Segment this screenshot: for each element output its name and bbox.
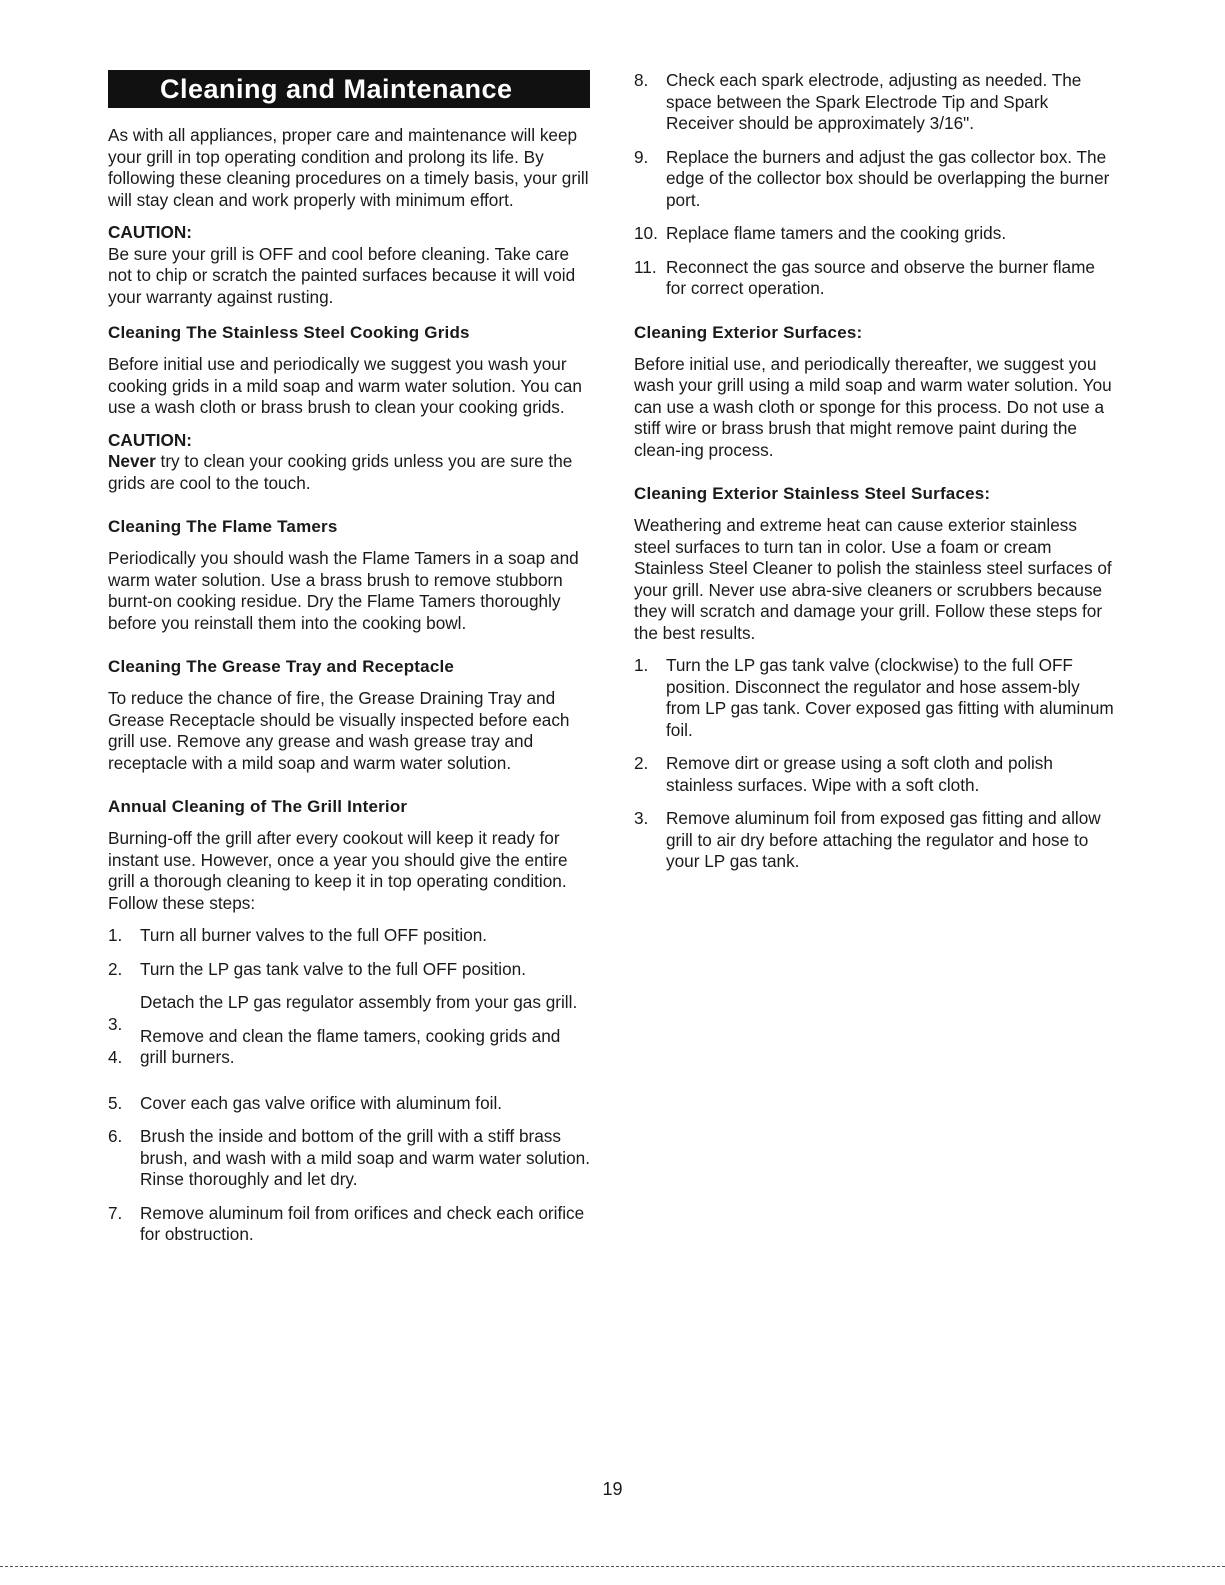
list-item	[108, 1203, 590, 1246]
step-text: Remove and clean the flame tamers, cooking grids and grill burners.	[140, 1025, 561, 1067]
step-text: Remove aluminum foil from orifices and check each orifice for obstruction.	[140, 1202, 585, 1244]
annual-steps-list	[108, 925, 590, 1246]
right-column	[634, 70, 1114, 885]
bottom-divider	[0, 1566, 1225, 1567]
step-text: Check each spark electrode, adjusting as needed. The space between the Spark Electrode Tip and Spark Receiver should be approximately 3/16".	[666, 70, 1082, 133]
annual-steps-list-continued	[634, 70, 1114, 300]
tamers-paragraph: Periodically you should wash the Flame Tamers in a soap and warm water solution. Use a brass brush to remove stubborn burnt-on cooking residue. Dry the Flame Tamers thoroughly before you reinstall them into the cooking bowl.	[108, 548, 579, 633]
grease-paragraph: To reduce the chance of fire, the Grease Draining Tray and Grease Receptacle should be visually inspected before each grill use. Remove any grease and wash grease tray and receptacle with a mild soap and warm water solution.	[108, 688, 570, 773]
list-item	[634, 147, 1114, 212]
stainless-paragraph: Weathering and extreme heat can cause exterior stainless steel surfaces to turn tan in color. Use a foam or cream Stainless Steel Cleaner to polish the stainless steel surfaces of your grill. Never use abra-sive cleaners or scrubbers because they will scratch and damage your grill. Follow these steps for the best results.	[634, 515, 1112, 643]
caution-block-1	[108, 222, 590, 308]
annual-paragraph: Burning-off the grill after every cookout will keep it ready for instant use. However, once a year you should give the entire grill a thorough cleaning to keep it in top operating condition. Follow these steps:	[108, 828, 568, 913]
step-number: 4.	[108, 1047, 123, 1067]
caution-label: CAUTION:	[108, 222, 193, 242]
step-number: 1.	[634, 655, 649, 675]
list-item	[108, 1026, 590, 1069]
grids-paragraph: Before initial use and periodically we suggest you wash your cooking grids in a mild soap and warm water solution. You can use a wash cloth or brass brush to clean your cooking grids.	[108, 354, 582, 417]
step-text: Detach the LP gas regulator assembly from your gas grill.	[140, 992, 578, 1012]
list-item	[634, 808, 1114, 873]
stainless-steps-list	[634, 655, 1114, 873]
list-item	[634, 655, 1114, 741]
step-number: 5.	[108, 1092, 123, 1113]
step-text: Remove aluminum foil from exposed gas fitting and allow grill to air dry before attaching the regulator and hose to your LP gas tank.	[666, 808, 1101, 871]
list-item	[634, 753, 1114, 796]
section-heading-stainless: Cleaning Exterior Stainless Steel Surfaces:	[634, 484, 991, 503]
step-number: 6.	[108, 1126, 123, 1146]
list-item	[108, 992, 590, 1034]
list-item	[634, 70, 1114, 135]
step-number: 8.	[634, 70, 649, 90]
step-number: 3.	[634, 808, 649, 828]
caution-label: CAUTION:	[108, 429, 193, 450]
step-text: Replace the burners and adjust the gas collector box. The edge of the collector box should be overlapping the burner port.	[666, 146, 1110, 210]
section-heading-grids: Cleaning The Stainless Steel Cooking Grids	[108, 323, 470, 342]
step-text: Turn all burner valves to the full OFF position.	[140, 925, 488, 945]
intro-paragraph: As with all appliances, proper care and maintenance will keep your grill in top operating condition and prolong its life. By following these cleaning procedures on a timely basis, your grill will stay clean and work properly with minimum effort.	[108, 125, 589, 210]
step-number: 3.	[108, 1013, 123, 1034]
step-number: 11.	[634, 256, 657, 277]
exterior-paragraph: Before initial use, and periodically thereafter, we suggest you wash your grill using a mild soap and warm water solution. You can use a wash cloth or sponge for this process. Do not use a stiff wire or brass brush that might remove paint during the clean-ing process.	[634, 353, 1112, 460]
caution-text: Be sure your grill is OFF and cool before cleaning. Take care not to chip or scratch the painted surfaces because it will void your warranty against rusting.	[108, 243, 576, 307]
step-number: 1.	[108, 925, 123, 945]
step-number: 7.	[108, 1202, 123, 1223]
step-text: Turn the LP gas tank valve (clockwise) to the full OFF position. Disconnect the regulator and hose assem-bly from LP gas tank. Cover exposed gas fitting with aluminum foil.	[666, 655, 1114, 740]
page-number: 19	[602, 1479, 623, 1499]
page-title: Cleaning and Maintenance	[108, 70, 590, 108]
step-text: Brush the inside and bottom of the grill with a stiff brass brush, and wash with a mild soap and warm water solution. Rinse thoroughly and let dry.	[140, 1126, 590, 1189]
caution-text	[108, 451, 590, 494]
never-emphasis: Never	[108, 451, 156, 471]
list-item	[108, 959, 590, 981]
left-column	[108, 70, 590, 1258]
step-text: Turn the LP gas tank valve to the full OFF position.	[140, 958, 526, 979]
step-number: 10.	[634, 223, 658, 243]
step-text: Remove dirt or grease using a soft cloth and polish stainless surfaces. Wipe with a soft cloth.	[666, 753, 1053, 795]
section-heading-exterior: Cleaning Exterior Surfaces:	[634, 322, 863, 342]
list-item	[634, 257, 1114, 300]
step-text: Reconnect the gas source and observe the burner flame for correct operation.	[666, 256, 1095, 298]
caution-text-rest: try to clean your cooking grids unless you are sure the grids are cool to the touch.	[108, 451, 573, 493]
section-heading-annual: Annual Cleaning of The Grill Interior	[108, 797, 408, 816]
step-text: Replace flame tamers and the cooking grids.	[666, 223, 1007, 243]
step-text: Cover each gas valve orifice with aluminum foil.	[140, 1092, 503, 1113]
step-number: 9.	[634, 146, 649, 167]
section-heading-tamers: Cleaning The Flame Tamers	[108, 517, 338, 536]
section-heading-grease: Cleaning The Grease Tray and Receptacle	[108, 657, 455, 676]
list-item	[108, 1093, 590, 1115]
step-number: 2.	[108, 958, 123, 979]
step-number: 2.	[634, 753, 649, 773]
list-item	[108, 925, 590, 947]
list-item	[108, 1126, 590, 1191]
caution-block-2	[108, 430, 590, 495]
list-item	[634, 223, 1114, 245]
